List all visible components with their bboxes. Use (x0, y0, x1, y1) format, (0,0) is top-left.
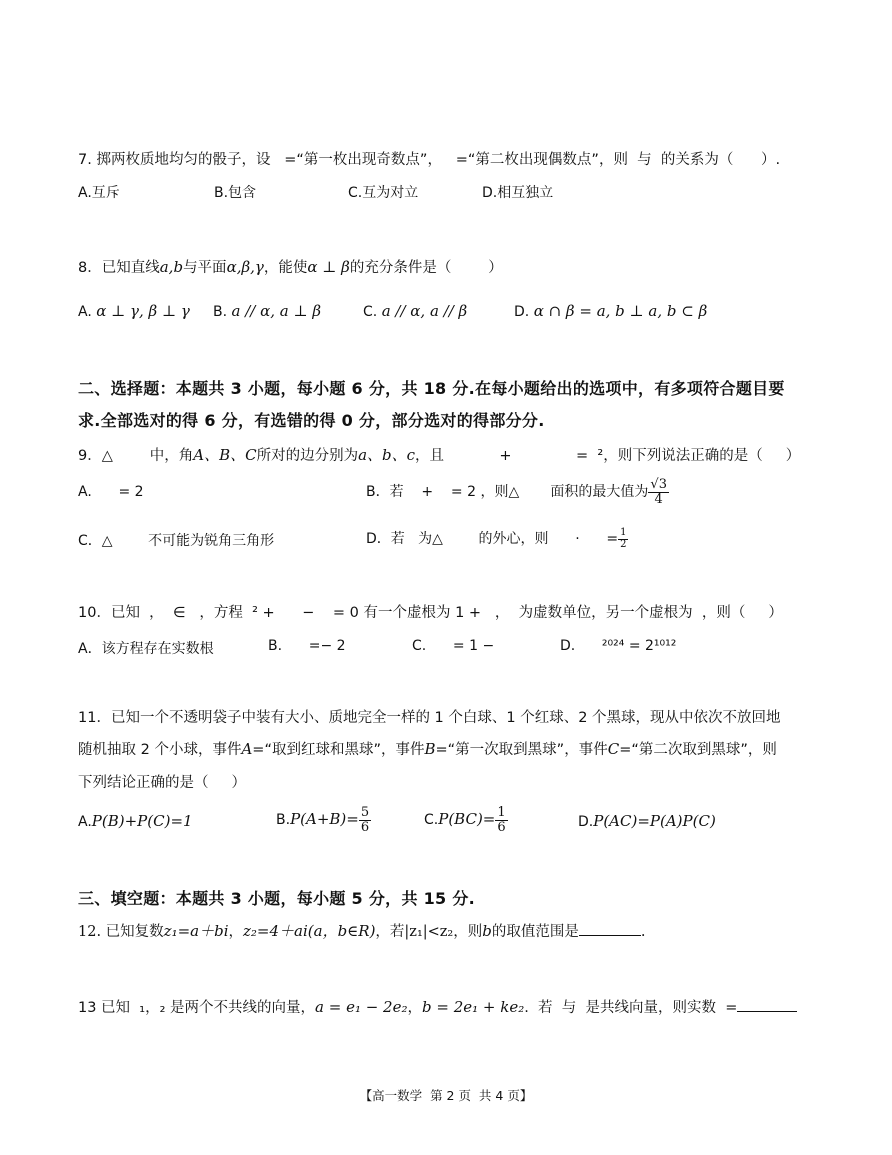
q8-option-b: B. a // α, a ⊥ β (213, 302, 322, 320)
q7-stem: 7. 掷两枚质地均匀的骰子，设 =“第一枚出现奇数点”， =“第二枚出现偶数点”，则 与 的关系为（ ）. (78, 152, 781, 168)
q12-text: 12. 已知复数z₁=a＋bi，z₂=4＋ai(a，b∈R)，若|z₁|<z₂，则b的取值范围是 . (78, 922, 646, 940)
q7-option-d: D.相互独立 (482, 185, 554, 201)
q7-option-a: A.互斥 (78, 185, 120, 201)
q11-option-d: D.P(AC)=P(A)P(C) (578, 812, 716, 830)
q8-stem-prefix: 8．已知直线 (78, 260, 160, 276)
q9-option-d: D．若 为△ 的外心，则 · = $\frac{1}{2}$ (366, 527, 627, 550)
section3-heading: 三、填空题：本题共 3 小题，每小题 5 分，共 15 分. (78, 889, 476, 908)
q13-answer-blank (737, 997, 797, 1012)
page-footer: 【高一数学 第 2 页 共 4 页】 (359, 1088, 533, 1103)
section2-heading-line2: 求.全部选对的得 6 分，有选错的得 0 分，部分选对的得部分分. (78, 411, 545, 430)
q9-option-d-fraction: $\frac{1}{2}$ (620, 527, 627, 550)
q9-option-b: B．若 + = 2 ，则△ 面积的最大值为 $\frac{√3}{4}$ (366, 477, 667, 507)
q9-angles: A、B、C (193, 446, 257, 464)
q9-option-b-fraction: $\frac{√3}{4}$ (650, 477, 667, 507)
q11-line3: 下列结论正确的是（ ） (78, 775, 247, 791)
q8-planes: α,β,γ (226, 258, 264, 276)
q9-stem: 9．△ 中，角A、B、C所对的边分别为a、b、c，且 + = ²，则下列说法正确的是（ ） (78, 446, 801, 464)
q10-stem: 10．已知 ， ∈ ，方程 ² + − = 0 有一个虚根为 1 + ， 为虚数单位，另一个虚根为 ，则（ ） (78, 605, 783, 621)
q7-option-c: C.互为对立 (348, 185, 419, 201)
q8-stem-mid2: ，能使 (263, 260, 308, 276)
q9-option-a: A. = 2 (78, 484, 144, 500)
q10-option-d: D. ²⁰²⁴ = 2¹⁰¹² (560, 638, 677, 654)
section2-heading-line1: 二、选择题：本题共 3 小题，每小题 6 分，共 18 分.在每小题给出的选项中，有多项符合题目要 (78, 379, 785, 398)
q9-sides: a、b、c (358, 446, 416, 464)
q11-option-c: C.P(BC)= $\frac{1}{6}$ (424, 805, 506, 835)
q8-option-a: A. α ⊥ γ, β ⊥ γ (78, 302, 190, 320)
q8-condition: α ⊥ β (307, 258, 350, 276)
q8-option-d: D. α ∩ β = a, b ⊥ a, b ⊂ β (514, 302, 708, 320)
q11-option-b: B.P(A+B)= $\frac{5}{6}$ (276, 805, 370, 835)
q11-option-c-fraction: $\frac{1}{6}$ (497, 805, 506, 835)
q8-stem-mid: 与平面 (183, 260, 227, 276)
q8-lines-ab: a,b (159, 258, 184, 276)
q8-option-c: C. a // α, a // β (363, 302, 468, 320)
q13-vector-a: a = e₁ − 2e₂ (315, 998, 408, 1016)
q9-option-c: C．△ 不可能为锐角三角形 (78, 533, 275, 549)
q7-option-b: B.包含 (214, 185, 257, 201)
q10-option-c: C. = 1 − (412, 638, 495, 654)
q11-line1: 11．已知一个不透明袋子中装有大小、质地完全一样的 1 个白球、1 个红球、2 个黑球，现从中依次不放回地 (78, 710, 781, 726)
q13-text: 13 已知 ₁，₂ 是两个不共线的向量，a = e₁ − 2e₂，b = 2e₁ + ke₂. 若 与 是共线向量，则实数 = (78, 996, 797, 1017)
q10-option-a: A．该方程存在实数根 (78, 641, 214, 657)
q8-stem (78, 256, 503, 277)
q11-option-b-fraction: $\frac{5}{6}$ (360, 805, 370, 835)
q11-line2: 随机抽取 2 个小球，事件A=“取到红球和黑球”，事件B=“第一次取到黑球”，事件C=“第二次取到黑球”，则 (78, 740, 777, 758)
q12-answer-blank (579, 921, 641, 936)
q8-stem-suffix: 的充分条件是（ ） (349, 260, 503, 276)
q11-option-a: A.P(B)+P(C)=1 (78, 812, 193, 830)
q10-option-b: B. =− 2 (268, 638, 346, 654)
q13-vector-b: b = 2e₁ + ke₂ (422, 998, 525, 1016)
